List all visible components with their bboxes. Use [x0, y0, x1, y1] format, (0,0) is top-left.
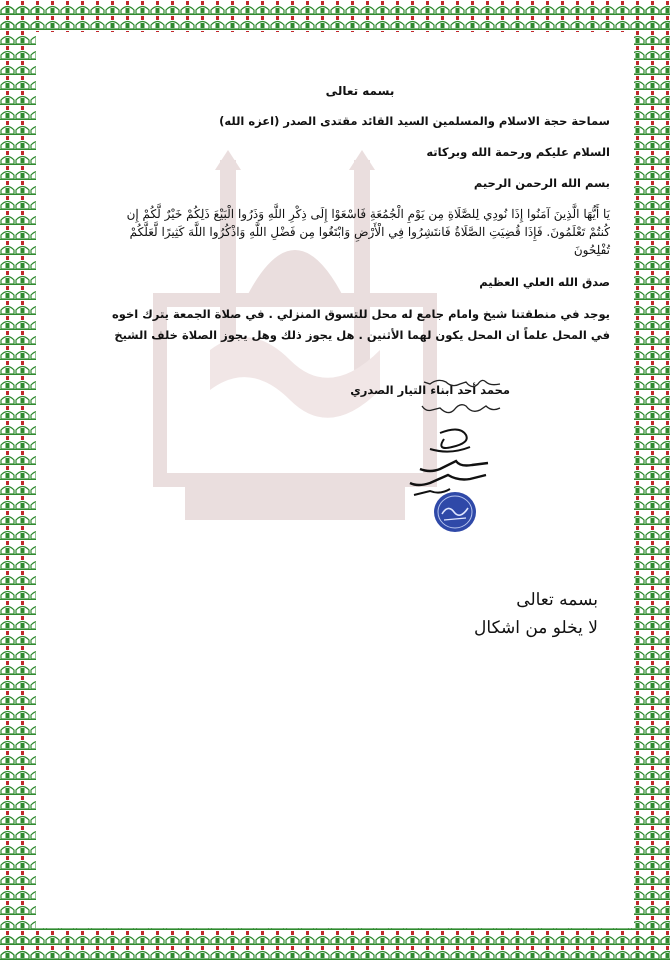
letter-question: يوجد في منطقتنا شيخ وامام جامع له محل للتسوق المنزلي . في صلاة الجمعة يترك اخوه في المحل علماً ان المحل يكون لهما الأثنين . هل يجوز ذلك وهل يجوز الصلاة خلف الشيخ: [112, 307, 610, 342]
letter-title: بسمه تعالى: [325, 84, 395, 98]
typed-letter: [110, 84, 610, 356]
letter-closing: صدق الله العلي العظيم: [479, 275, 610, 289]
reply-text: [420, 586, 598, 642]
letter-sender: محمد أحد ابناء التيار الصدري: [350, 383, 510, 397]
quran-verse: يَا أَيُّهَا الَّذِينَ آمَنُوا إِذَا نُودِي لِلصَّلَاةِ مِن يَوْمِ الْجُمُعَةِ فَاسْعَوْا إِلَى ذِكْرِ اللَّهِ وَذَرُوا الْبَيْعَ ذَلِكُمْ خَيْرٌ لَّكُمْ إِن كُنتُمْ تَعْلَمُونَ. فَإِذَا قُضِيَتِ الصَّلَاةُ فَانتَشِرُوا فِي الْأَرْضِ وَابْتَغُوا مِن فَضْلِ اللَّهِ وَاذْكُرُوا اللَّهَ كَثِيرًا لَّعَلَّكُمْ تُفْلِحُونَ: [126, 207, 610, 257]
handwritten-answer: [420, 372, 502, 420]
letter-greeting: السلام عليكم ورحمة الله وبركاته: [426, 145, 610, 159]
official-seal: [432, 490, 478, 534]
reply-line-2: لا يخلو من اشكال: [474, 618, 598, 638]
letter-addressee: سماحة حجة الاسلام والمسلمين السيد القائد مقتدى الصدر (اعزه الله): [219, 114, 610, 128]
letter-basmala: بسم الله الرحمن الرحيم: [473, 176, 610, 190]
reply-line-1: بسمه تعالى: [516, 590, 598, 610]
